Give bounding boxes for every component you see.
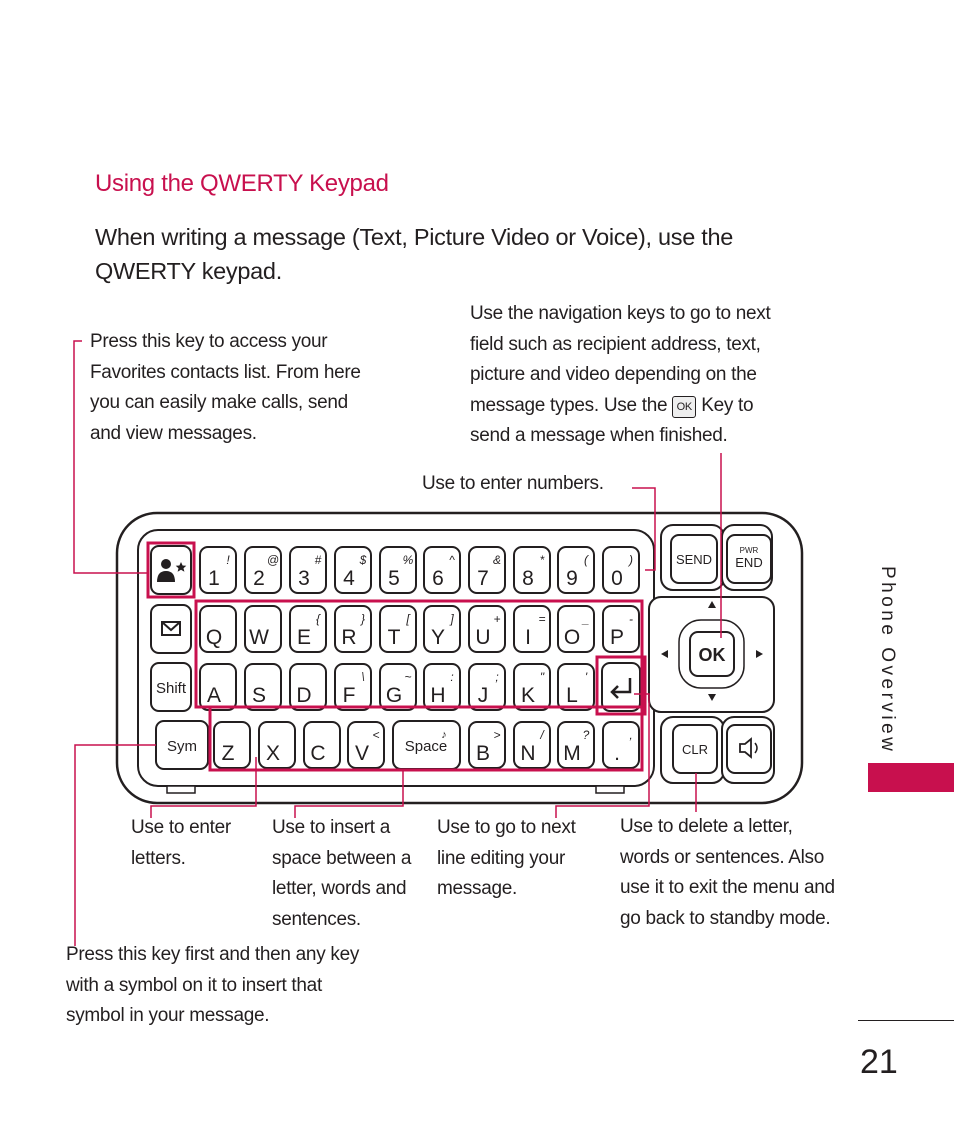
note-line: Use the navigation keys to go to next <box>470 303 771 324</box>
keypad-foot <box>167 786 195 793</box>
note-line: Use to delete a letter, <box>620 816 793 837</box>
note-line: picture and video depending on the <box>470 364 757 385</box>
note-line: send a message when finished. <box>470 425 728 446</box>
key-5[interactable] <box>380 547 416 593</box>
key-main-label: . <box>614 742 620 765</box>
note-line: field such as recipient address, text, <box>470 333 761 355</box>
key-main-label: 9 <box>566 567 578 590</box>
key-7[interactable] <box>469 547 505 593</box>
key-symbol-label: : <box>450 670 454 684</box>
key-symbol-label: ! <box>226 553 230 567</box>
key-symbol-label: ) <box>629 553 633 567</box>
key-symbol-label: ~ <box>404 670 412 684</box>
section-heading: Using the QWERTY Keypad <box>95 170 389 197</box>
note-line: Use to enter <box>131 817 231 838</box>
key-main-label: Z <box>221 742 235 765</box>
key-b[interactable] <box>469 722 505 768</box>
note-line: use it to exit the menu and <box>620 877 835 898</box>
key-main-label: G <box>385 684 403 707</box>
key-main-label: W <box>249 626 269 649</box>
key-main-label: 2 <box>253 567 265 590</box>
key-symbol-label: ^ <box>449 553 455 567</box>
key-symbol-label: [ <box>406 612 410 626</box>
enter-key[interactable] <box>602 663 640 711</box>
note-line: go back to standby mode. <box>620 907 831 929</box>
key-symbol-label: @ <box>266 553 280 567</box>
key-main-label: 6 <box>432 567 444 590</box>
key-main-label: D <box>296 684 312 707</box>
end-label: END <box>735 555 763 570</box>
key-symbol-label: ? <box>582 728 590 742</box>
key-k[interactable] <box>514 664 550 710</box>
key-main-label: U <box>475 626 491 649</box>
note-text: message types. Use the <box>470 394 668 416</box>
key-r[interactable] <box>335 606 371 652</box>
intro-text: When writing a message (Text, Picture Video or Voice), use the QWERTY keypad. <box>95 224 733 284</box>
key-main-label: I <box>525 626 531 649</box>
note-line: Use to insert a <box>272 817 390 838</box>
key-main-label: K <box>520 684 536 707</box>
side-section-label: Phone Overview <box>877 566 898 755</box>
key-main-label: L <box>566 684 578 707</box>
clr-key[interactable] <box>661 717 724 783</box>
page-divider <box>858 1020 954 1021</box>
key-symbol-label: " <box>539 670 545 684</box>
key-h[interactable] <box>424 664 460 710</box>
key-s[interactable] <box>245 664 281 710</box>
key-v[interactable] <box>348 722 384 768</box>
key-main-label: F <box>342 684 356 707</box>
note-text: Key to <box>701 394 754 416</box>
key-p[interactable] <box>603 606 639 652</box>
note-line: line editing your <box>437 847 565 869</box>
key-main-label: Q <box>205 626 223 649</box>
send-key[interactable] <box>661 525 724 590</box>
key-main-label: E <box>296 626 312 649</box>
note-line: and view messages. <box>90 422 257 444</box>
ok-label: OK <box>698 645 726 665</box>
key-l[interactable] <box>558 664 594 710</box>
key-u[interactable] <box>469 606 505 652</box>
voice-icon: ♪ <box>441 729 447 741</box>
key-x[interactable] <box>259 722 295 768</box>
key-e[interactable] <box>290 606 326 652</box>
space-label: Space <box>404 738 448 755</box>
key-main-label: 5 <box>388 567 400 590</box>
key-8[interactable] <box>514 547 550 593</box>
key-g[interactable] <box>380 664 416 710</box>
pwr-label: PWR <box>739 546 759 555</box>
key-symbol-label: / <box>540 728 544 742</box>
key-symbol-label: # <box>314 553 322 567</box>
key-main-label: 4 <box>343 567 355 590</box>
key-symbol-label: > <box>493 728 501 742</box>
page-number: 21 <box>860 1043 898 1081</box>
key-f[interactable] <box>335 664 371 710</box>
key-symbol-label: - <box>629 612 633 626</box>
key-symbol-label: } <box>360 612 366 626</box>
key-n[interactable] <box>514 722 550 768</box>
keypad-foot <box>596 786 624 793</box>
key-main-label: 8 <box>522 567 534 590</box>
key-j[interactable] <box>469 664 505 710</box>
key-o[interactable] <box>558 606 594 652</box>
key-symbol-label: % <box>402 553 414 567</box>
key-symbol-label: ' <box>584 670 588 684</box>
note-line: words or sentences. Also <box>620 846 825 868</box>
key-main-label: N <box>520 742 536 765</box>
key-main-label: 1 <box>208 567 220 590</box>
key-0[interactable] <box>603 547 639 593</box>
ok-key[interactable] <box>690 632 734 676</box>
note-line: letters. <box>131 847 186 869</box>
key-3[interactable] <box>290 547 326 593</box>
key-symbol-label: $ <box>359 553 367 567</box>
note-line: sentences. <box>272 908 361 930</box>
key-9[interactable] <box>558 547 594 593</box>
key-1[interactable] <box>200 547 236 593</box>
message-key[interactable] <box>151 605 191 653</box>
key-period[interactable] <box>603 722 639 768</box>
key-main-label: O <box>563 626 581 649</box>
sym-label: Sym <box>167 738 197 755</box>
clr-label: CLR <box>681 742 709 757</box>
key-main-label: 0 <box>611 567 623 590</box>
key-symbol-label: ] <box>450 612 454 626</box>
note-line: you can easily make calls, send <box>90 392 348 413</box>
key-symbol-label: ( <box>584 553 588 567</box>
key-d[interactable] <box>290 664 326 710</box>
key-t[interactable] <box>380 606 416 652</box>
key-symbol-label: < <box>372 728 380 742</box>
ok-key-icon: OK <box>672 396 696 418</box>
key-main-label: A <box>206 684 222 707</box>
key-symbol-label: , <box>629 728 633 742</box>
favorites-key[interactable] <box>151 546 191 594</box>
numbers-note: Use to enter numbers. <box>422 473 604 494</box>
note-line: symbol in your message. <box>66 1005 270 1026</box>
key-c[interactable] <box>304 722 340 768</box>
note-line: letter, words and <box>272 878 407 899</box>
key-a[interactable] <box>200 664 236 710</box>
note-line: with a symbol on it to insert that <box>66 974 322 996</box>
end-key[interactable] <box>722 525 772 590</box>
shift-key[interactable] <box>151 663 191 711</box>
key-main-label: R <box>341 626 357 649</box>
key-main-label: 7 <box>477 567 489 590</box>
key-main-label: Y <box>430 626 446 649</box>
key-main-label: 3 <box>298 567 310 590</box>
key-2[interactable] <box>245 547 281 593</box>
key-main-label: X <box>265 742 281 765</box>
note-line: space between a <box>272 847 412 869</box>
shift-label: Shift <box>155 680 187 697</box>
note-line: Favorites contacts list. From here <box>90 361 361 383</box>
note-line: message. <box>437 878 517 899</box>
key-i[interactable] <box>514 606 550 652</box>
key-y[interactable] <box>424 606 460 652</box>
sym-key[interactable] <box>156 721 208 769</box>
speaker-key[interactable] <box>722 717 774 783</box>
key-main-label: J <box>477 684 489 707</box>
key-symbol-label: \ <box>361 670 365 684</box>
key-main-label: T <box>387 626 401 649</box>
key-w[interactable] <box>245 606 281 652</box>
asdf-row <box>200 664 594 710</box>
key-symbol-label: & <box>492 553 502 567</box>
note-line: Use to go to next <box>437 817 576 838</box>
side-tab-marker <box>868 763 954 792</box>
key-symbol-label: ; <box>495 670 499 684</box>
key-z[interactable] <box>214 722 250 768</box>
key-q[interactable] <box>200 606 236 652</box>
key-main-label: H <box>430 684 446 707</box>
key-main-label: C <box>310 742 326 765</box>
key-main-label: P <box>609 626 625 649</box>
key-6[interactable] <box>424 547 460 593</box>
key-symbol-label: * <box>539 553 545 567</box>
key-main-label: B <box>475 742 491 765</box>
key-main-label: M <box>563 742 581 765</box>
key-m[interactable] <box>558 722 594 768</box>
space-key[interactable] <box>393 721 460 769</box>
key-symbol-label: { <box>315 612 321 626</box>
key-symbol-label: + <box>493 612 501 626</box>
key-main-label: S <box>251 684 267 707</box>
key-4[interactable] <box>335 547 371 593</box>
key-symbol-label: = <box>538 612 546 626</box>
key-symbol-label: _ <box>582 612 590 626</box>
send-label: SEND <box>675 552 713 567</box>
key-main-label: V <box>354 742 370 765</box>
note-line: Press this key to access your <box>90 331 328 352</box>
note-line: Press this key first and then any key <box>66 944 360 965</box>
